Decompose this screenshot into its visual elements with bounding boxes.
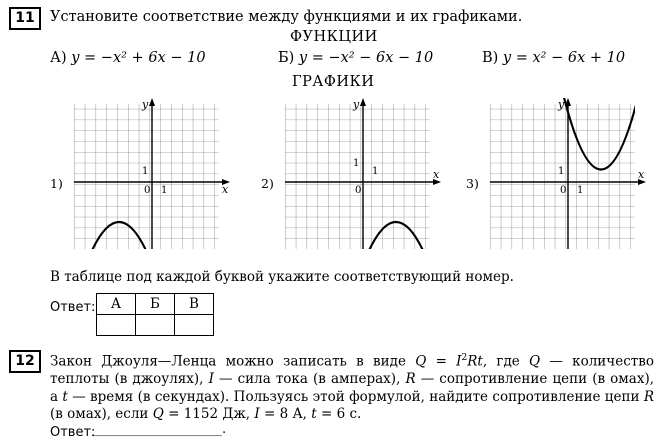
task-number-12: 12 <box>9 350 41 373</box>
functions-heading: ФУНКЦИИ <box>290 29 378 45</box>
function-formula: y = x² − 6x + 10 <box>502 50 626 66</box>
task-number-11: 11 <box>9 7 41 30</box>
answer-label-11: Ответ: <box>50 300 96 315</box>
graph-label-2: 2) <box>261 176 274 191</box>
function-b <box>278 50 433 66</box>
origin-label: 0 <box>355 185 362 196</box>
graphs-heading: ГРАФИКИ <box>292 74 375 90</box>
formula-var: t <box>311 406 317 422</box>
task11-instruction: В таблице под каждой буквой укажите соответствующий номер. <box>50 269 514 285</box>
origin-label: 0 <box>144 185 151 196</box>
formula-var: Q <box>529 353 541 370</box>
tick-one-y: 1 <box>142 166 149 177</box>
origin-label: 0 <box>560 185 567 196</box>
y-axis-arrow <box>149 98 155 106</box>
graph-2 <box>283 96 449 254</box>
text-fragment: = <box>426 353 457 370</box>
text-fragment: (в омах), если <box>50 406 153 422</box>
formula-exponent: 2 <box>461 353 468 363</box>
text-fragment: — сила тока (в амперах), <box>213 371 406 387</box>
task11-prompt: Установите соответствие между функциями и их графиками. <box>50 9 523 25</box>
function-letter: Б) <box>278 50 295 66</box>
tick-one-x: 1 <box>372 166 379 177</box>
y-axis-label: y <box>558 98 565 111</box>
text-fragment: = 8 А, <box>259 406 312 422</box>
formula-var: Q <box>152 406 164 422</box>
formula-var: I <box>456 353 462 370</box>
answer-header-c: В <box>175 294 214 315</box>
text-fragment: Закон Джоуля—Ленца можно записать в виде <box>50 353 416 370</box>
graph-label-1: 1) <box>50 176 63 191</box>
answer-cell-a[interactable] <box>97 315 136 336</box>
text-fragment: , где <box>482 353 530 370</box>
graph-label-3: 3) <box>466 176 479 191</box>
function-letter: В) <box>482 50 499 66</box>
formula-var: I <box>208 371 214 387</box>
formula-var: I <box>254 406 260 422</box>
y-axis-label: y <box>142 98 149 111</box>
answer-label-12: Ответ: <box>50 425 96 440</box>
graph-1 <box>72 96 238 254</box>
formula-var: Q <box>415 353 427 370</box>
x-axis-label: x <box>433 168 440 181</box>
function-c <box>482 50 625 66</box>
answer-table <box>96 293 214 336</box>
formula-var: R <box>643 388 654 405</box>
text-fragment: = 6 с. <box>316 406 362 422</box>
graph-3 <box>488 96 654 254</box>
text-fragment: — время (в секундах). Пользуясь этой формулой, найдите сопротивление цепи <box>67 388 644 405</box>
x-axis-label: x <box>222 183 229 196</box>
text-fragment: = 1152 Дж, <box>163 406 255 422</box>
function-formula: y = −x² − 6x − 10 <box>298 50 434 66</box>
answer-blank-12[interactable]: ____________________. <box>92 422 227 437</box>
text-fragment: — сопротивление цепи (в омах), а <box>50 371 654 405</box>
x-axis-label: x <box>638 168 645 181</box>
answer-cell-b[interactable] <box>136 315 175 336</box>
function-a <box>50 50 206 66</box>
answer-cell-c[interactable] <box>175 315 214 336</box>
task12-text <box>50 350 654 424</box>
tick-one-x: 1 <box>161 185 168 196</box>
tick-one-x: 1 <box>577 185 584 196</box>
y-axis-label: y <box>353 98 360 111</box>
function-formula: y = −x² + 6x − 10 <box>71 50 206 66</box>
tick-one-y: 1 <box>353 158 360 169</box>
tick-one-y: 1 <box>558 166 565 177</box>
formula-var: t <box>62 388 68 405</box>
formula-var: R <box>405 371 416 387</box>
answer-header-a: А <box>97 294 136 315</box>
y-axis-arrow <box>360 98 366 106</box>
function-letter: А) <box>50 50 67 66</box>
formula-var: Rt <box>467 353 483 370</box>
answer-header-b: Б <box>136 294 175 315</box>
text-fragment: — количество теплоты (в джоулях), <box>50 353 654 387</box>
